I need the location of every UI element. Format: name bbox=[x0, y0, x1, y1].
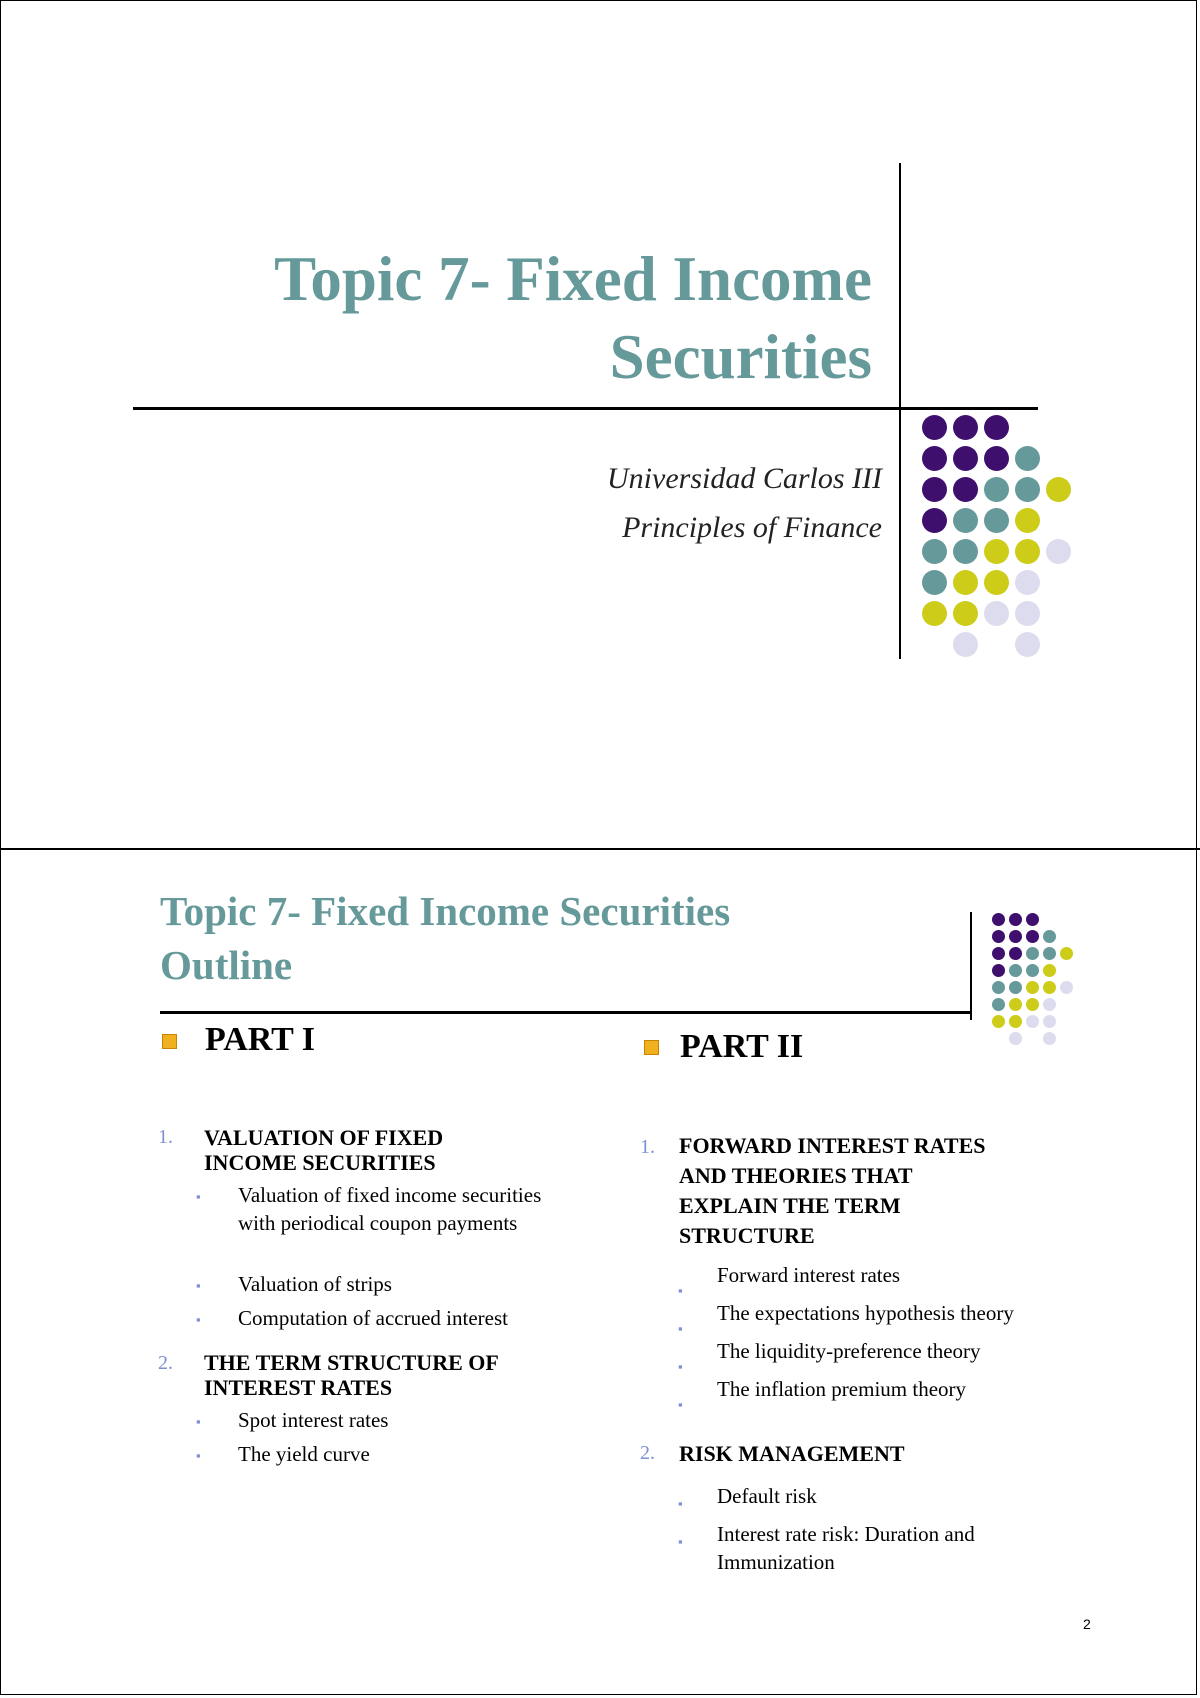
dot-icon bbox=[1026, 964, 1039, 977]
part-1-section-2-item-1: Spot interest rates bbox=[238, 1408, 389, 1432]
dot-icon bbox=[1009, 964, 1022, 977]
slide-1-title bbox=[150, 240, 872, 396]
slide-1-title-line-1: Topic 7- Fixed Income bbox=[274, 244, 872, 314]
slide-2-vertical-rule bbox=[970, 912, 972, 1020]
dot-icon bbox=[1046, 477, 1071, 502]
dot-icon bbox=[1015, 570, 1040, 595]
dot-icon bbox=[984, 415, 1009, 440]
dot-icon bbox=[992, 947, 1005, 960]
dot-icon bbox=[1015, 446, 1040, 471]
square-bullet-icon: ▪ bbox=[196, 1189, 201, 1204]
dot-icon bbox=[1009, 981, 1022, 994]
dot-icon bbox=[1060, 947, 1073, 960]
dot-icon bbox=[953, 508, 978, 533]
slide-divider bbox=[0, 848, 1200, 850]
part-1-section-2-number: 2. bbox=[158, 1352, 173, 1374]
square-bullet-icon: ▪ bbox=[196, 1278, 201, 1293]
dot-icon bbox=[1060, 981, 1073, 994]
page-number: 2 bbox=[1083, 1616, 1091, 1632]
dot-icon bbox=[992, 1015, 1005, 1028]
dot-icon bbox=[953, 570, 978, 595]
dot-icon bbox=[1009, 1032, 1022, 1045]
dot-icon bbox=[922, 601, 947, 626]
dot-icon bbox=[922, 539, 947, 564]
dot-icon bbox=[922, 446, 947, 471]
part-1-section-2-item-2: The yield curve bbox=[238, 1442, 370, 1466]
dot-icon bbox=[1043, 998, 1056, 1011]
dot-icon bbox=[984, 508, 1009, 533]
part-1-section-1-item-2: Valuation of strips bbox=[238, 1272, 392, 1296]
dot-icon bbox=[1009, 1015, 1022, 1028]
square-bullet-icon: ▪ bbox=[678, 1283, 683, 1298]
dot-icon bbox=[992, 913, 1005, 926]
dot-icon bbox=[984, 446, 1009, 471]
part-2-section-1-item-4: The inflation premium theory bbox=[717, 1377, 967, 1401]
part-2-section-1-item-1: Forward interest rates bbox=[717, 1263, 901, 1287]
part-2-section-2-item-1: Default risk bbox=[717, 1484, 817, 1508]
square-bullet-icon: ▪ bbox=[196, 1312, 201, 1327]
part-2-section-2-item-2: Interest rate risk: Duration and Immunization bbox=[717, 1522, 975, 1574]
square-bullet-icon: ▪ bbox=[678, 1321, 683, 1336]
dot-icon bbox=[953, 415, 978, 440]
dot-icon bbox=[953, 446, 978, 471]
part-1-section-1-item-3: Computation of accrued interest bbox=[238, 1306, 508, 1330]
dot-icon bbox=[953, 539, 978, 564]
slide-2-title-line-1: Topic 7- Fixed Income Securities bbox=[160, 888, 731, 934]
dot-icon bbox=[1009, 947, 1022, 960]
slide-1-title-line-2: Securities bbox=[609, 322, 872, 392]
slide-2-title-line-2: Outline bbox=[160, 942, 293, 988]
square-bullet-icon bbox=[162, 1034, 177, 1049]
course-name: Principles of Finance bbox=[622, 511, 882, 544]
dot-icon bbox=[1026, 913, 1039, 926]
dot-icon bbox=[1015, 539, 1040, 564]
part-1-section-2-heading: THE TERM STRUCTURE OF INTEREST RATES bbox=[204, 1350, 499, 1400]
square-bullet-icon: ▪ bbox=[678, 1534, 683, 1549]
square-bullet-icon: ▪ bbox=[196, 1414, 201, 1429]
dot-icon bbox=[992, 998, 1005, 1011]
dot-icon bbox=[1043, 947, 1056, 960]
dot-icon bbox=[1015, 601, 1040, 626]
dot-icon bbox=[984, 477, 1009, 502]
slide-2-title bbox=[160, 884, 730, 992]
dot-icon bbox=[1043, 981, 1056, 994]
dot-icon bbox=[922, 508, 947, 533]
title-vertical-rule bbox=[899, 163, 901, 659]
part-1-section-1-heading: VALUATION OF FIXED INCOME SECURITIES bbox=[204, 1125, 444, 1175]
dot-icon bbox=[953, 477, 978, 502]
dot-icon bbox=[1015, 477, 1040, 502]
square-bullet-icon: ▪ bbox=[196, 1448, 201, 1463]
part-1-section-1-number: 1. bbox=[158, 1126, 173, 1148]
dot-icon bbox=[922, 415, 947, 440]
dot-icon bbox=[992, 964, 1005, 977]
part-2-section-1-item-2: The expectations hypothesis theory bbox=[717, 1301, 1014, 1325]
dot-icon bbox=[1026, 998, 1039, 1011]
part-1-section-1-item-1: Valuation of fixed income securities with periodical coupon payments bbox=[238, 1183, 542, 1235]
dot-icon bbox=[992, 930, 1005, 943]
part-1-heading: PART I bbox=[205, 1021, 315, 1058]
part-2-section-1-heading: FORWARD INTEREST RATES AND THEORIES THAT EXPLAIN THE TERM STRUCTURE bbox=[679, 1133, 986, 1248]
dot-icon bbox=[1043, 1032, 1056, 1045]
dot-icon bbox=[984, 601, 1009, 626]
dot-icon bbox=[1015, 508, 1040, 533]
part-2-section-2-heading: RISK MANAGEMENT bbox=[679, 1441, 905, 1466]
dot-icon bbox=[1009, 913, 1022, 926]
dot-icon bbox=[922, 477, 947, 502]
dot-icon bbox=[1043, 930, 1056, 943]
dot-icon bbox=[1015, 632, 1040, 657]
square-bullet-icon: ▪ bbox=[678, 1359, 683, 1374]
square-bullet-icon bbox=[644, 1040, 659, 1055]
dot-icon bbox=[1026, 1015, 1039, 1028]
dot-icon bbox=[953, 632, 978, 657]
square-bullet-icon: ▪ bbox=[678, 1496, 683, 1511]
dot-icon bbox=[953, 601, 978, 626]
title-horizontal-rule bbox=[133, 407, 1038, 410]
dot-icon bbox=[1043, 964, 1056, 977]
dot-icon bbox=[922, 570, 947, 595]
dot-icon bbox=[984, 539, 1009, 564]
dot-icon bbox=[1046, 539, 1071, 564]
dot-icon bbox=[1043, 1015, 1056, 1028]
part-2-section-1-number: 1. bbox=[640, 1136, 655, 1158]
part-2-heading: PART II bbox=[680, 1028, 804, 1065]
slide-2-horizontal-rule bbox=[160, 1011, 970, 1014]
dot-icon bbox=[1026, 930, 1039, 943]
dot-icon bbox=[992, 981, 1005, 994]
square-bullet-icon: ▪ bbox=[678, 1397, 683, 1412]
dot-icon bbox=[1009, 998, 1022, 1011]
dot-icon bbox=[1026, 947, 1039, 960]
university-name: Universidad Carlos III bbox=[607, 462, 882, 495]
part-2-section-2-number: 2. bbox=[640, 1442, 655, 1464]
part-2-section-1-item-3: The liquidity-preference theory bbox=[717, 1339, 981, 1363]
dot-icon bbox=[1009, 930, 1022, 943]
dot-icon bbox=[1026, 981, 1039, 994]
dot-icon bbox=[984, 570, 1009, 595]
